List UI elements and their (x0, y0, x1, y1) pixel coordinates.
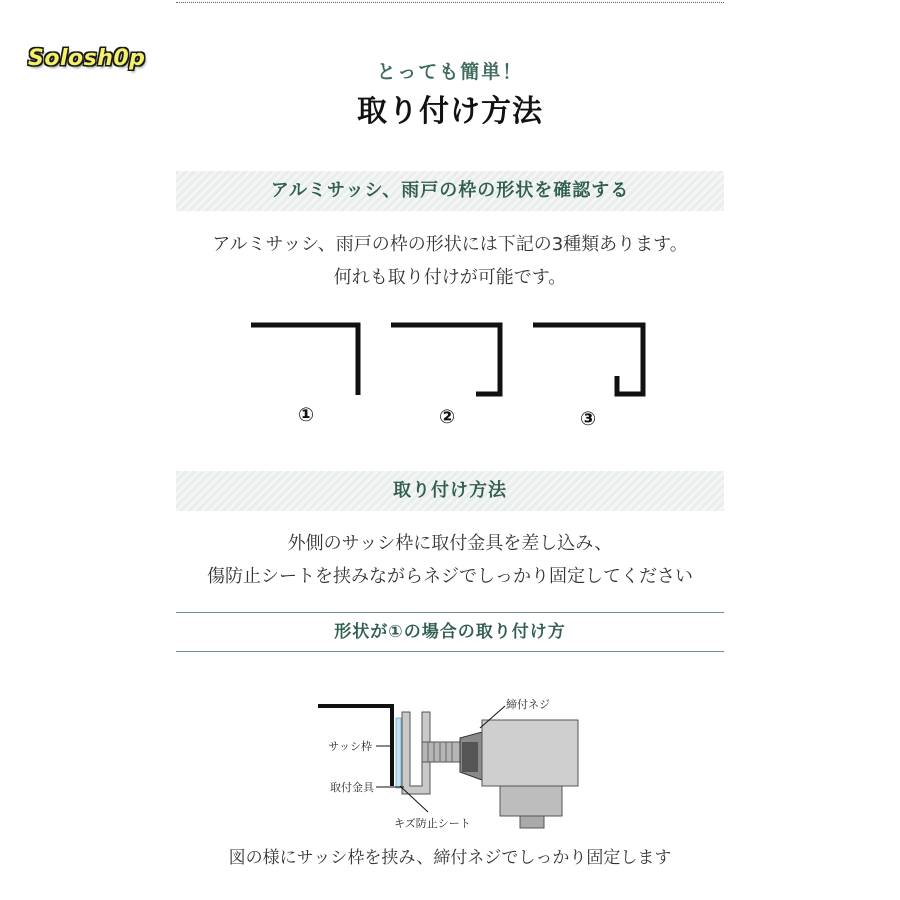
frame-shape-1-outline (251, 325, 358, 395)
housing-shape (482, 720, 578, 786)
install-instructions-line1: 外側のサッシ枠に取付金具を差し込み、 (287, 533, 613, 554)
frame-shape-description-line1: アルミサッシ、雨戸の枠の形状には下記の3種類あります。 (212, 234, 688, 255)
section-heading-shape1-install: 形状が①の場合の取り付け方 (176, 612, 724, 652)
frame-shape-diagrams (0, 310, 900, 450)
frame-shape-2-number: ② (439, 406, 456, 428)
top-divider (176, 0, 724, 3)
label-sash-frame: サッシ枠 (328, 740, 372, 753)
protective-sheet-shape (396, 718, 401, 788)
label-bracket: 取付金具 (330, 781, 374, 794)
page-subtitle: とっても簡単！ (376, 61, 524, 83)
frame-shape-3-outline (533, 325, 643, 394)
label-protective-sheet: キズ防止シート (394, 817, 471, 830)
install-instructions (0, 527, 900, 593)
frame-shape-3-number: ③ (580, 408, 597, 430)
label-tighten-screw: 締付ネジ (506, 698, 550, 711)
diagram-caption: 図の様にサッシ枠を挟み、締付ネジでしっかり固定します (228, 848, 672, 868)
frame-shape-description-line2: 何れも取り付けが可能です。 (333, 267, 567, 288)
frame-shape-description (0, 228, 900, 294)
section-heading-frame-shape: アルミサッシ、雨戸の枠の形状を確認する (176, 171, 724, 211)
installation-diagram (310, 690, 590, 835)
section-heading-install-method: 取り付け方法 (176, 471, 724, 511)
frame-shape-2-outline (391, 325, 500, 394)
frame-shape-1-number: ① (298, 404, 315, 426)
shop-logo: Solosh0p (28, 46, 146, 71)
install-instructions-line2: 傷防止シートを挟みながらネジでしっかり固定してください (207, 566, 693, 587)
page-title: 取り付け方法 (357, 94, 543, 129)
